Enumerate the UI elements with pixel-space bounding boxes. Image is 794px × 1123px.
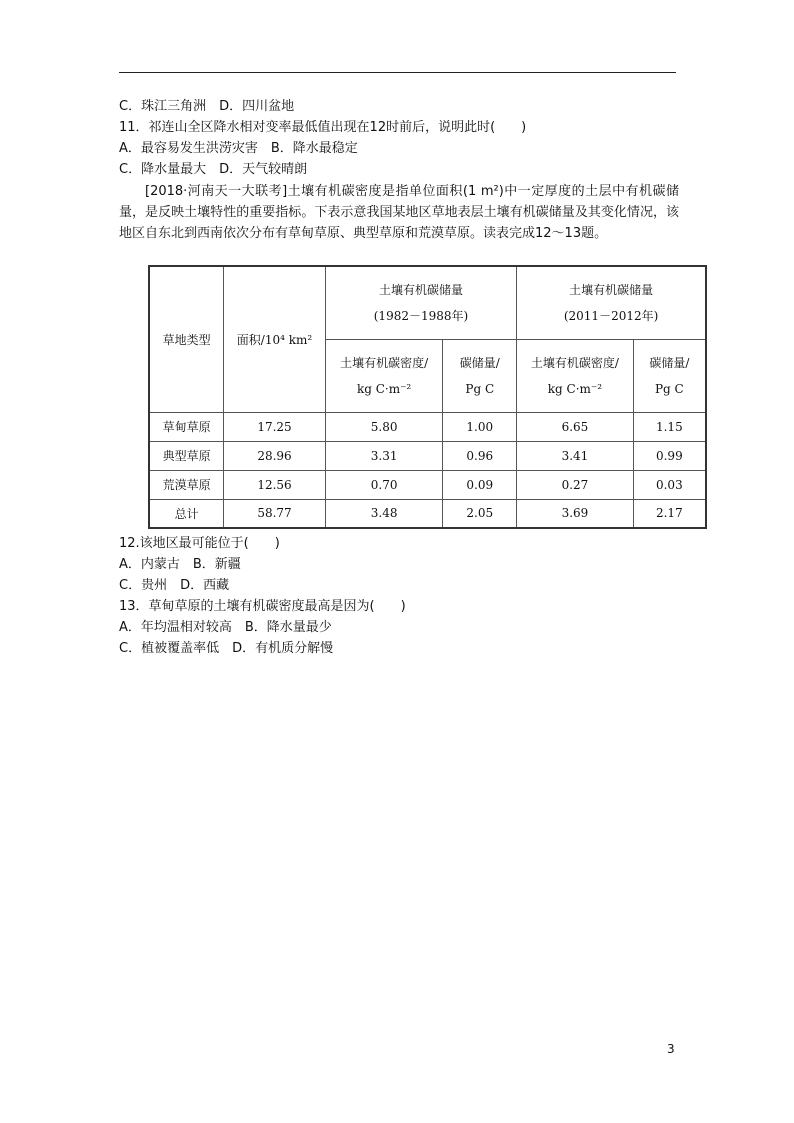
cell-storage-1982: 0.96 <box>443 441 517 470</box>
header-group-1982 <box>325 266 516 339</box>
cell-storage-2011: 0.03 <box>633 470 706 499</box>
cell-storage-1982: 2.05 <box>443 499 517 528</box>
density-label: 土壤有机碳密度/ <box>530 355 619 370</box>
reading-intro: [2018·河南天一大联考]土壤有机碳密度是指单位面积(1 m²)中一定厚度的土层中有机碳储量，是反映土壤特性的重要指标。下表示意我国某地区草地表层土壤有机碳储量及其变化情况，该地区自东北到西南依次分布有草甸草原、典型草原和荒漠草原。读表完成12～13题。 <box>119 184 679 241</box>
cell-density-1982: 0.70 <box>325 470 443 499</box>
group1-period: (1982－1988年) <box>373 308 469 323</box>
header-density-2 <box>517 339 634 412</box>
cell-storage-1982: 0.09 <box>443 470 517 499</box>
cell-storage-2011: 1.15 <box>633 412 706 441</box>
table-row <box>149 412 706 441</box>
group2-title: 土壤有机碳储量 <box>569 282 654 297</box>
group2-period: (2011－2012年) <box>563 308 659 323</box>
q13-options-ab: A．年均温相对较高 B．降水量最少 <box>119 620 332 635</box>
grassland-carbon-table <box>148 265 707 529</box>
header-group-2011 <box>517 266 706 339</box>
cell-type: 总计 <box>149 499 224 528</box>
header-storage-1 <box>443 339 517 412</box>
cell-density-2011: 0.27 <box>517 470 634 499</box>
cell-density-2011: 3.41 <box>517 441 634 470</box>
cell-storage-2011: 0.99 <box>633 441 706 470</box>
cell-storage-2011: 2.17 <box>633 499 706 528</box>
q11-options-cd: C．降水量最大 D．天气较晴朗 <box>119 162 308 177</box>
q11-options-ab: A．最容易发生洪涝灾害 B．降水最稳定 <box>119 141 358 156</box>
q12-options-cd: C．贵州 D．西藏 <box>119 578 230 593</box>
cell-density-1982: 3.48 <box>325 499 443 528</box>
storage-label: 碳储量/ <box>459 355 500 370</box>
cell-density-1982: 3.31 <box>325 441 443 470</box>
cell-area: 28.96 <box>224 441 326 470</box>
cell-density-2011: 3.69 <box>517 499 634 528</box>
cell-area: 12.56 <box>224 470 326 499</box>
cell-storage-1982: 1.00 <box>443 412 517 441</box>
q13-options-cd: C．植被覆盖率低 D．有机质分解慢 <box>119 641 334 656</box>
cell-density-1982: 5.80 <box>325 412 443 441</box>
q13-stem: 13．草甸草原的土壤有机碳密度最高是因为( ) <box>119 599 406 614</box>
q12-stem: 12.该地区最可能位于( ) <box>119 536 280 551</box>
table-row <box>149 470 706 499</box>
density-label: 土壤有机碳密度/ <box>340 355 429 370</box>
q10-options-cd: C．珠江三角洲 D．四川盆地 <box>119 99 295 114</box>
q12-options-ab: A．内蒙古 B．新疆 <box>119 557 241 572</box>
storage-unit: Pg C <box>654 381 684 396</box>
page-number: 3 <box>667 1042 675 1056</box>
density-unit: kg C·m⁻² <box>356 381 412 396</box>
group1-title: 土壤有机碳储量 <box>378 282 463 297</box>
cell-area: 58.77 <box>224 499 326 528</box>
cell-type: 典型草原 <box>149 441 224 470</box>
cell-area: 17.25 <box>224 412 326 441</box>
table-header-row-1 <box>149 266 706 339</box>
table-row <box>149 441 706 470</box>
header-grassland-type: 草地类型 <box>149 266 224 412</box>
header-rule <box>119 72 676 73</box>
cell-type: 草甸草原 <box>149 412 224 441</box>
storage-label: 碳储量/ <box>649 355 690 370</box>
density-unit: kg C·m⁻² <box>547 381 603 396</box>
header-density-1 <box>325 339 443 412</box>
storage-unit: Pg C <box>465 381 495 396</box>
cell-density-2011: 6.65 <box>517 412 634 441</box>
cell-type: 荒漠草原 <box>149 470 224 499</box>
table-row-total <box>149 499 706 528</box>
q11-stem: 11．祁连山全区降水相对变率最低值出现在12时前后，说明此时( ) <box>119 120 527 135</box>
header-area: 面积/10⁴ km² <box>224 266 326 412</box>
header-storage-2 <box>633 339 706 412</box>
